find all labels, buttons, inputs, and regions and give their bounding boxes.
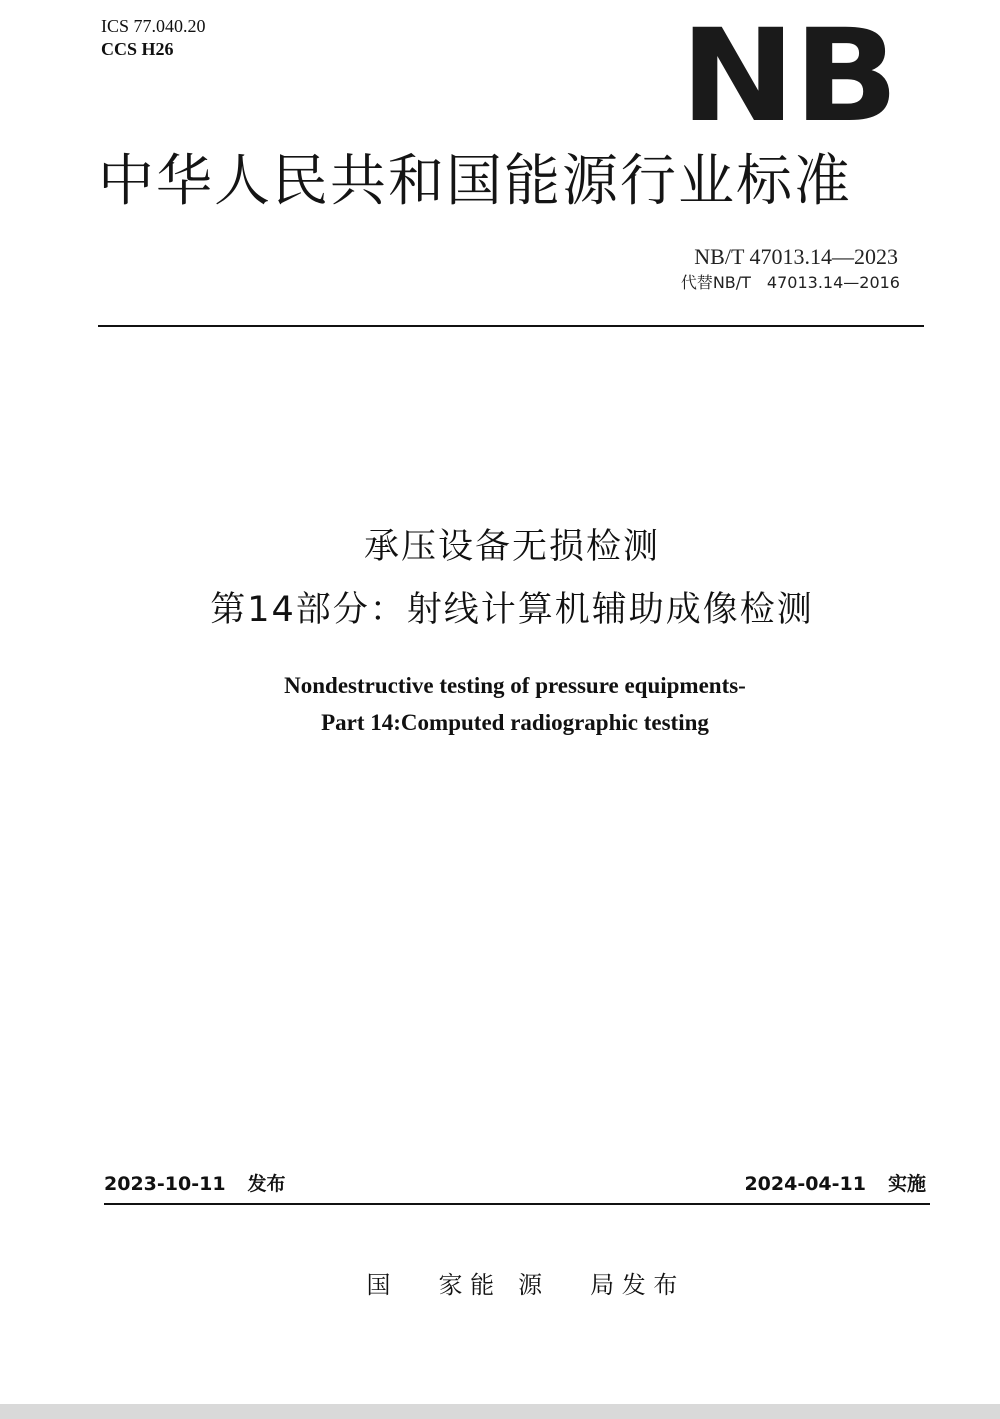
footer-divider: [104, 1203, 930, 1205]
issue-date-block: [104, 1171, 286, 1197]
header-divider: [98, 325, 924, 327]
issue-label: 发布: [247, 1173, 286, 1195]
implementation-date-block: [744, 1171, 926, 1197]
implementation-date: 2024-04-11: [744, 1173, 866, 1195]
implementation-label: 实施: [887, 1173, 926, 1195]
publisher: 国 家 能 源 局 发 布: [366, 1271, 678, 1299]
standard-category-title: 中华人民共和国能源行业标准: [98, 149, 852, 214]
nb-logo: NB: [680, 2, 897, 151]
issue-date: 2023-10-11: [104, 1173, 226, 1195]
page-bottom-edge: [0, 1404, 1000, 1419]
standard-number: NB/T 47013.14—2023: [694, 244, 898, 269]
ccs-code: CCS H26: [101, 39, 174, 59]
chinese-title-line-2: 第14部分：射线计算机辅助成像检测: [210, 590, 814, 630]
chinese-title-line-1: 承压设备无损检测: [363, 527, 660, 567]
replaces-standard: 代替NB/T 47013.14—2016: [680, 273, 900, 292]
english-title-line-2: Part 14:Computed radiographic testing: [321, 710, 709, 735]
ics-code: ICS 77.040.20: [101, 16, 206, 36]
english-title-line-1: Nondestructive testing of pressure equipments-: [284, 673, 746, 698]
